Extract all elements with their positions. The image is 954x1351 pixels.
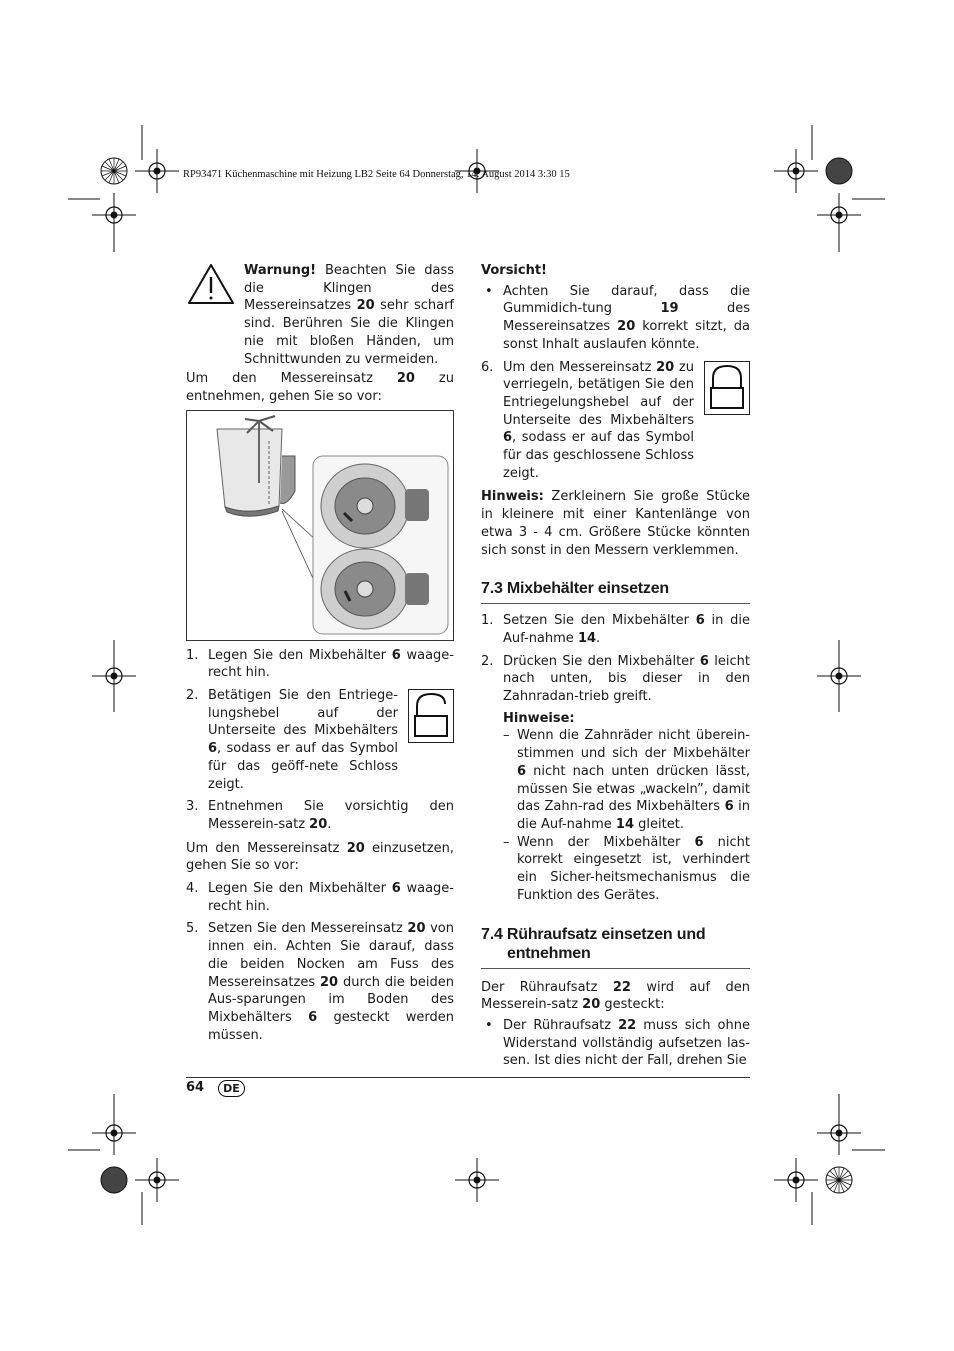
caution-list: [481, 283, 750, 354]
list-item: – Wenn der Mixbehälter 6 nicht korrekt eingesetzt ist, verhindert ein Sicher-heitsmechanismus die Funktion des Gerätes.: [503, 834, 751, 903]
list-item: – Wenn die Zahnräder nicht überein-stimmen und sich der Mixbehälter 6 nicht nach unten drücken lässt, müssen Sie etwas „wackeln”, damit das Zahn-rad des Mixbehälters 6 in die Auf-nahme 14 gleitet.: [503, 728, 750, 832]
list-item: 1. Setzen Sie den Mixbehälter 6 in die Auf-nahme 14.: [481, 613, 750, 646]
section-7-4-list: [481, 1017, 750, 1070]
footer-rule: [186, 1077, 750, 1078]
section-7-4-intro: Der Rühraufsatz 22 wird auf den Messerein-satz 20 gesteckt:: [481, 979, 751, 1013]
warning-block: [186, 262, 454, 368]
closed-lock-icon: [704, 361, 750, 415]
list-item: 1. Legen Sie den Mixbehälter 6 waage-recht hin.: [186, 647, 454, 681]
page-number: 64: [186, 1080, 205, 1095]
right-column: [481, 262, 750, 1070]
section-7-3-steps: [481, 612, 750, 706]
remove-intro: Um den Messereinsatz 20 zu entnehmen, gehen Sie so vor:: [186, 371, 454, 404]
list-item: 4. Legen Sie den Mixbehälter 6 waage-recht hin.: [186, 881, 454, 914]
list-item: 3. Entnehmen Sie vorsichtig den Messerein-satz 20.: [186, 799, 454, 832]
list-item: • Der Rühraufsatz 22 muss sich ohne Widerstand vollständig aufsetzen las-sen. Ist dies nicht der Fall, drehen Sie: [485, 1017, 750, 1069]
knife-unit-illustration: [186, 410, 454, 641]
print-header-line: RP93471 Küchenmaschine mit Heizung LB2 Seite 64 Donnerstag, 14. August 2014 3:30 15: [183, 169, 570, 180]
note-paragraph: Hinweis: Zerkleinern Sie große Stücke in kleinere mit einer Kantenlänge von etwa 3 - 4 cm. Größere Stücke könnten sich sonst in den Messern verklemmen.: [481, 489, 750, 558]
list-item: 6. Um den Messereinsatz 20 zu verriegeln, betätigen Sie den Entriegelungshebel auf der Unterseite des Mixbehälters 6, sodass er auf das Symbol für das geschlossene Schloss zeigt.: [481, 359, 750, 483]
lock-step: [481, 359, 750, 483]
notes-label: Hinweise:: [503, 710, 575, 726]
list-item: 2. Drücken Sie den Mixbehälter 6 leicht nach unten, bis dieser in den Zahnradan-trieb greift.: [481, 653, 751, 705]
list-item: 2. Betätigen Sie den Entriege-lungshebel auf der Unterseite des Mixbehälters 6, sodass er auf das Symbol für das geöff-nete Schloss zeigt.: [186, 687, 454, 793]
left-column: [186, 262, 454, 1044]
insert-intro: Um den Messereinsatz 20 einzusetzen, gehen Sie so vor:: [186, 840, 454, 874]
warning-triangle-icon: [186, 262, 236, 368]
open-lock-icon: [408, 689, 454, 743]
list-item: • Achten Sie darauf, dass die Gummidich-tung 19 des Messereinsatzes 20 korrekt sitzt, da sonst Inhalt auslaufen könnte.: [485, 283, 750, 352]
section-title-7-4: 7.4 Rühraufsatz einsetzen und entnehmen: [481, 925, 750, 969]
list-item: 5. Setzen Sie den Messereinsatz 20 von innen ein. Achten Sie darauf, dass die beiden Nocken am Fuss des Messereinsatzes 20 durch die beiden Aus-sparungen im Boden des Mixbehälters 6 gesteckt werden müssen.: [186, 921, 454, 1043]
insert-steps: [186, 880, 454, 1044]
language-badge: DE: [218, 1080, 245, 1097]
section-title-7-3: 7.3 Mixbehälter einsetzen: [481, 579, 750, 604]
notes-list: [481, 727, 750, 904]
warning-text: Warnung! Beachten Sie dass die Klingen des Messereinsatzes 20 sehr scharf sind. Berühren Sie die Klingen nie mit bloßen Händen, um Schnittwunden zu vermeiden.: [244, 263, 455, 367]
caution-label: Vorsicht!: [481, 263, 547, 278]
remove-steps: [186, 647, 454, 834]
